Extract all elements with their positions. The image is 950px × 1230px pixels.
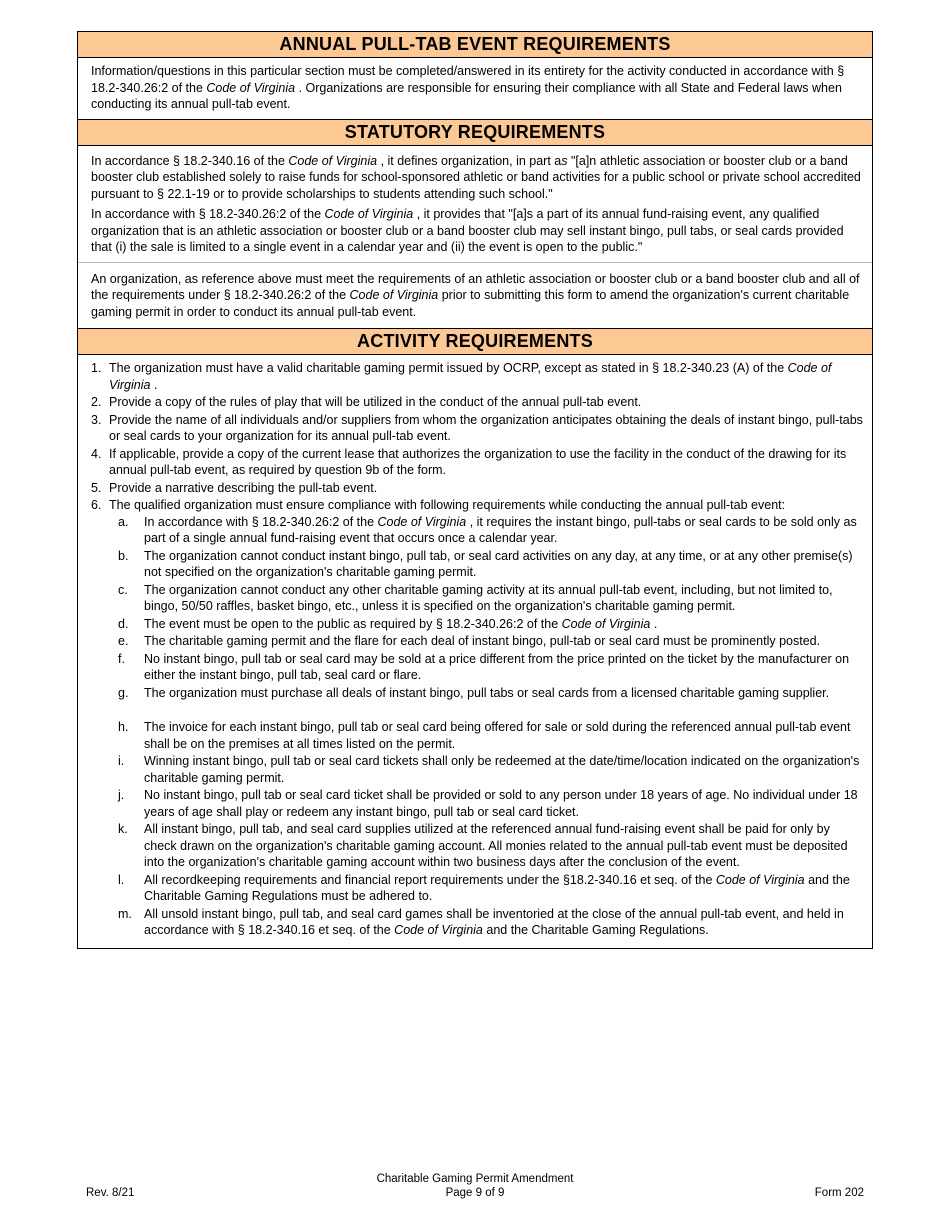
- statutory-p2-text-b: , it provides that "[a]s a part of its annual fund-raising event, any qualified organization that is an athletic association or booster club or a band booster club may sell instant bingo, pull tabs, or seal cards provided that (i) the sale is limited to a single event in a calendar year and (ii) the event is open to the public.": [91, 207, 844, 254]
- item-marker: 5.: [91, 480, 102, 495]
- item-marker: 4.: [91, 446, 102, 461]
- item-marker: 3.: [91, 412, 102, 427]
- sub-text: In accordance with § 18.2-340.26:2 of the: [144, 514, 378, 529]
- sub-marker: k.: [118, 822, 128, 836]
- statutory-p2-text-a: In accordance with § 18.2-340.26:2 of the: [91, 207, 325, 221]
- sub-marker: h.: [118, 720, 129, 734]
- sub-marker: g.: [118, 685, 129, 700]
- item-text: The qualified organization must ensure compliance with following requirements while conducting the annual pull-tab event:: [109, 498, 786, 512]
- sub-item-d: [78, 616, 870, 633]
- sub-text: The invoice for each instant bingo, pull tab or seal card being offered for sale or sold during the referenced annual pull-tab event shall be on the premises at all times listed on the permit.: [144, 720, 851, 751]
- sub-text-end: and the Charitable Gaming Regulations.: [482, 923, 709, 937]
- sub-text: All recordkeeping requirements and financial report requirements under the §18.2-340.16 et seq. of the: [144, 872, 716, 887]
- statutory-p3-code-ref: Code of Virginia: [349, 288, 439, 302]
- sub-text: No instant bingo, pull tab or seal card may be sold at a price different from the price printed on the ticket by the manufacturer on either the instant bingo, pull tab, seal card or flare.: [144, 651, 850, 682]
- activity-list: [78, 355, 872, 948]
- sub-text: Winning instant bingo, pull tab or seal card tickets shall only be redeemed at the date/time/location indicated on the organization's charitable gaming permit.: [144, 754, 860, 785]
- item-text-end: .: [150, 377, 158, 392]
- sub-code-ref: Code of Virginia: [394, 923, 483, 937]
- activity-item-1: [78, 360, 872, 393]
- statutory-p1-text-a: In accordance § 18.2-340.16 of the: [91, 153, 289, 168]
- sub-text: The organization cannot conduct instant bingo, pull tab, or seal card activities on any day, at any time, or at any other premise(s) not specified on the organization's charitable gaming permit.: [144, 548, 853, 579]
- sub-text: No instant bingo, pull tab or seal card ticket shall be provided or sold to any person under 18 years of age. No individual under 18 years of age shall play or redeem any instant bingo, pull tab or seal card ticket.: [144, 788, 858, 819]
- activity-item-6: [78, 497, 872, 939]
- sub-item-k: [78, 821, 870, 871]
- sub-marker: c.: [118, 582, 128, 597]
- sub-item-l: [78, 872, 870, 905]
- sub-text: The event must be open to the public as required by § 18.2-340.26:2 of the: [144, 616, 562, 631]
- statutory-p3-text-b: prior to submitting this form to amend the organization's current charitable gaming permit in order to conduct its annual pull-tab event.: [91, 288, 850, 319]
- intro-text-a: Information/questions in this particular section must be completed/answered in its entirety for the activity conducted in accordance with § 18.2-340.26:2 of the: [91, 64, 845, 95]
- sub-item-i: [78, 753, 870, 786]
- statutory-paragraph-2: [78, 206, 872, 256]
- statutory-p1-text-b: , it defines organization, in part a: [377, 153, 562, 168]
- item-marker: 2.: [91, 395, 102, 409]
- activity-item-4: [78, 446, 872, 479]
- activity-banner: ACTIVITY REQUIREMENTS: [78, 328, 872, 355]
- sub-text: The charitable gaming permit and the flare for each deal of instant bingo, pull-tab or seal card must be prominently posted.: [144, 634, 821, 648]
- sub-item-m: [78, 906, 870, 939]
- statutory-p1-italic-s: s: [561, 153, 568, 168]
- statutory-paragraph-3: [78, 263, 872, 329]
- item-text: The organization must have a valid charitable gaming permit issued by OCRP, except as stated in § 18.2-340.23 (A) of the: [109, 361, 788, 375]
- statutory-p3-text-a: An organization, as reference above must meet the requirements of an athletic association or booster club or a band booster club and all of the requirements under § 18.2-340.26:2 of the: [91, 271, 860, 302]
- statutory-p1-code-ref: Code of Virginia: [288, 153, 378, 168]
- footer-form-number: Form 202: [814, 1187, 864, 1199]
- sub-item-g: [78, 685, 870, 702]
- statutory-p1-text-c: "[a]n athletic association or booster club or a band booster club established solely to raise funds for school-sponsored athletic or band activities for a public school or private school accredited pursuant to § 22.1-19 or to provide scholarships to students attending such school.": [91, 153, 861, 201]
- sub-item-a: [78, 514, 870, 547]
- item-text: Provide a narrative describing the pull-tab event.: [109, 480, 378, 495]
- sub-marker: a.: [118, 514, 129, 529]
- intro-paragraph: [78, 58, 872, 119]
- statutory-paragraph-1: [78, 146, 872, 203]
- sub-text-end: .: [650, 616, 658, 631]
- sub-marker: j.: [118, 788, 125, 802]
- sub-text: The organization must purchase all deals of instant bingo, pull tabs or seal cards from a licensed charitable gaming supplier.: [144, 685, 830, 700]
- intro-code-ref: Code of Virginia: [206, 80, 296, 95]
- sub-marker: m.: [118, 906, 132, 921]
- compliance-sublist: [78, 514, 870, 939]
- sub-item-j: [78, 787, 870, 820]
- item-text: Provide a copy of the rules of play that will be utilized in the conduct of the annual pull-tab event.: [109, 395, 642, 409]
- footer-page-number: Page 9 of 9: [445, 1187, 505, 1199]
- sub-text: All unsold instant bingo, pull tab, and seal card games shall be inventoried at the close of the annual pull-tab event, and held in accordance with § 18.2-340.16 et seq. of the: [144, 906, 844, 937]
- sub-text: All instant bingo, pull tab, and seal card supplies utilized at the referenced annual fund-raising event shall be paid for only by check drawn on the organization's charitable gaming account. All monies related to the annual pull-tab event must be deposited into the organization's charitable gaming account within two business days after the conclusion of the event.: [144, 822, 848, 869]
- requirements-frame: [77, 31, 873, 949]
- footer-form-title: Charitable Gaming Permit Amendment: [376, 1173, 574, 1185]
- sub-marker: i.: [118, 754, 125, 768]
- activity-item-2: [78, 394, 872, 411]
- sub-item-b: [78, 548, 870, 581]
- activity-item-5: [78, 480, 872, 497]
- activity-item-3: [78, 412, 872, 445]
- sub-code-ref: Code of Virginia: [715, 872, 805, 887]
- sub-marker: l.: [118, 872, 125, 887]
- item-marker: 1.: [91, 361, 102, 375]
- item-text: Provide the name of all individuals and/or suppliers from whom the organization anticipates obtaining the deals of instant bingo, pull-tabs or seal cards to your organization for its annual pull-tab event.: [109, 412, 863, 443]
- sub-text-end: , it requires the instant bingo, pull-tabs or seal cards to be sold only as part of a single annual fund-raising event that occurs once a calendar year.: [144, 514, 857, 545]
- intro-text-b: . Organizations are responsible for ensuring their compliance with all State and Federal laws when conducting its annual pull-tab event.: [91, 80, 842, 111]
- sub-code-ref: Code of Virginia: [561, 616, 651, 631]
- sub-item-h: [78, 719, 870, 752]
- sub-marker: b.: [118, 548, 129, 563]
- footer-center: [0, 1172, 950, 1200]
- sub-marker: f.: [118, 651, 125, 666]
- item-code-ref: Code of Virginia: [109, 361, 832, 392]
- statutory-p2-code-ref: Code of Virginia: [324, 207, 414, 221]
- sub-text: The organization cannot conduct any other charitable gaming activity at its annual pull-tab event, including, but not limited to, bingo, 50/50 raffles, basket bingo, etc., unless it is specified on the organization's charitable gaming permit.: [144, 582, 833, 613]
- sub-marker: e.: [118, 634, 129, 648]
- footer-revision: Rev. 8/21: [86, 1187, 135, 1199]
- annual-banner: ANNUAL PULL-TAB EVENT REQUIREMENTS: [78, 32, 872, 58]
- sub-item-e: [78, 633, 870, 650]
- item-text: If applicable, provide a copy of the current lease that authorizes the organization to use the facility in the conduct of the drawing for its annual pull-tab event, as required by question 9b of the form.: [109, 446, 847, 477]
- sub-marker: d.: [118, 616, 129, 631]
- sub-item-c: [78, 582, 870, 615]
- sub-item-f: [78, 651, 870, 684]
- statutory-banner: STATUTORY REQUIREMENTS: [78, 119, 872, 146]
- sub-code-ref: Code of Virginia: [377, 514, 467, 529]
- sub-text-end: and the Charitable Gaming Regulations must be adhered to.: [144, 872, 850, 903]
- item-marker: 6.: [91, 498, 102, 512]
